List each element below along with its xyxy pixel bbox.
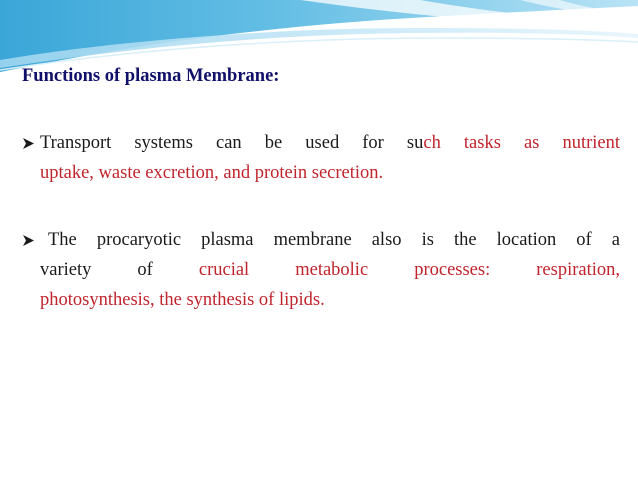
bullet-text-highlight: uptake, waste excretion, and protein secretion. — [40, 163, 384, 183]
bullet-text-highlight: ch tasks as nutrient — [423, 133, 620, 153]
bullet-item-transport — [22, 128, 620, 188]
arrow-bullet-icon — [22, 128, 40, 158]
bullet-line — [40, 128, 620, 158]
bullet-item-metabolic — [22, 225, 620, 315]
bullet-text-highlight: photosynthesis, the synthesis of lipids. — [40, 290, 325, 310]
bullet-text-highlight: crucial metabolic processes: respiration, — [198, 260, 620, 280]
bullet-text: variety of — [40, 260, 153, 280]
bullet-text: Transport systems can be used for su — [40, 133, 424, 153]
bullet-line — [40, 255, 620, 285]
bullet-text: The procaryotic plasma membrane also is the location of a — [48, 230, 620, 250]
slide-title: Functions of plasma Membrane: — [22, 66, 280, 86]
arrow-bullet-icon — [22, 225, 40, 255]
